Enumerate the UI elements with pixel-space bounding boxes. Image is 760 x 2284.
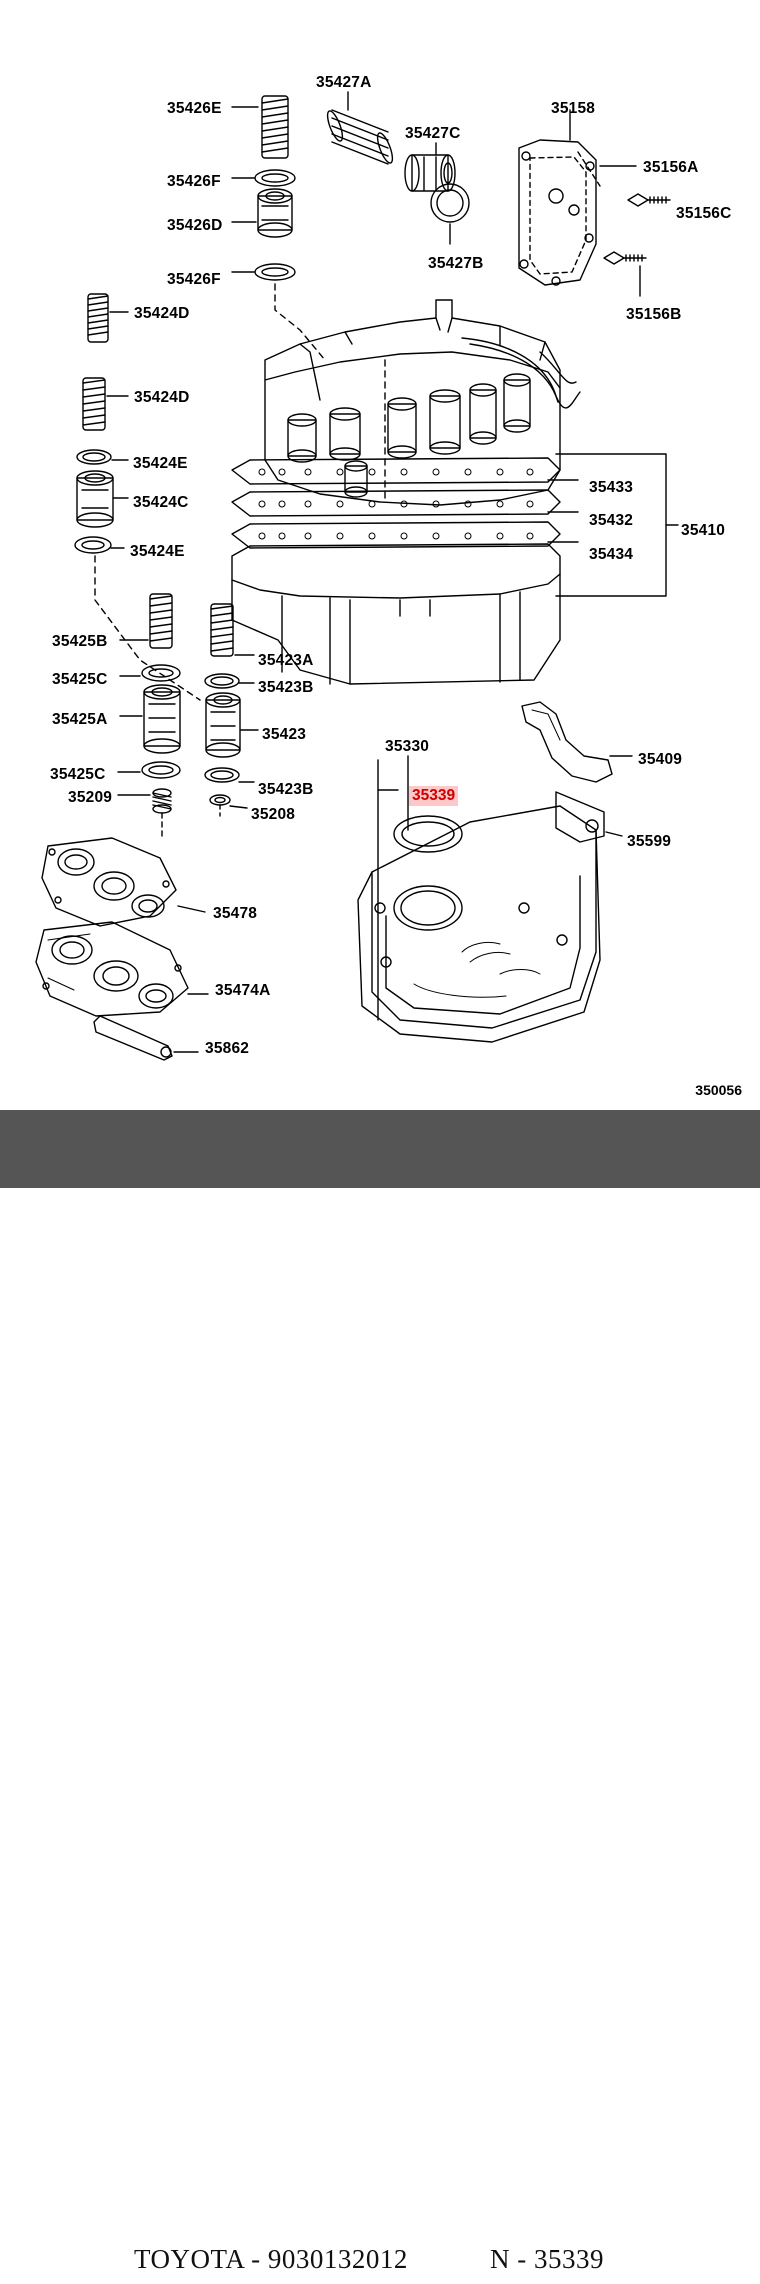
footer-figure-ref: N - 35339	[490, 2243, 604, 2274]
part-label-35156C: 35156C	[676, 205, 732, 222]
part-label-35432: 35432	[589, 512, 634, 529]
part-label-35425B: 35425B	[52, 633, 108, 650]
part-label-35427C: 35427C	[405, 125, 461, 142]
part-label-35330: 35330	[385, 738, 430, 755]
part-label-35427B: 35427B	[428, 255, 484, 272]
footer-brand-and-part	[86, 2244, 408, 2275]
footer-separator: -	[251, 2243, 268, 2274]
part-label-35426F-top: 35426F	[167, 173, 221, 190]
part-label-35433: 35433	[589, 479, 634, 496]
part-label-35426F-bottom: 35426F	[167, 271, 221, 288]
part-label-35424D-mid: 35424D	[134, 389, 190, 406]
part-label-35209: 35209	[68, 789, 113, 806]
part-label-35862: 35862	[205, 1040, 250, 1057]
part-label-35426D: 35426D	[167, 217, 223, 234]
part-label-35424D-top: 35424D	[134, 305, 190, 322]
part-label-35339-highlighted: 35339	[409, 786, 458, 806]
part-label-35410: 35410	[681, 522, 726, 539]
part-label-35158: 35158	[551, 100, 596, 117]
footer-bar	[0, 1110, 760, 2274]
part-label-35425A: 35425A	[52, 711, 108, 728]
footer-brand: TOYOTA	[134, 2243, 244, 2274]
part-label-35427A: 35427A	[316, 74, 372, 91]
part-label-35156B: 35156B	[626, 306, 682, 323]
part-label-35424E-top: 35424E	[133, 455, 188, 472]
part-label-35423B-top: 35423B	[258, 679, 314, 696]
part-label-35423: 35423	[262, 726, 307, 743]
part-label-35599: 35599	[627, 833, 672, 850]
part-label-35478: 35478	[213, 905, 258, 922]
part-label-35156A: 35156A	[643, 159, 699, 176]
part-label-35434: 35434	[589, 546, 634, 563]
part-label-35208: 35208	[251, 806, 296, 823]
part-label-35424C: 35424C	[133, 494, 189, 511]
part-label-35426E: 35426E	[167, 100, 222, 117]
drawing-code: 350056	[695, 1082, 742, 1098]
part-label-35474A: 35474A	[215, 982, 271, 999]
footer-part-number: 9030132012	[267, 2243, 408, 2274]
part-label-35409: 35409	[638, 751, 683, 768]
part-label-35425C-bottom: 35425C	[50, 766, 106, 783]
part-label-35423A: 35423A	[258, 652, 314, 669]
footer-plate	[86, 2234, 674, 2284]
part-label-35425C-top: 35425C	[52, 671, 108, 688]
part-label-35423B-bottom: 35423B	[258, 781, 314, 798]
part-label-35424E-bottom: 35424E	[130, 543, 185, 560]
